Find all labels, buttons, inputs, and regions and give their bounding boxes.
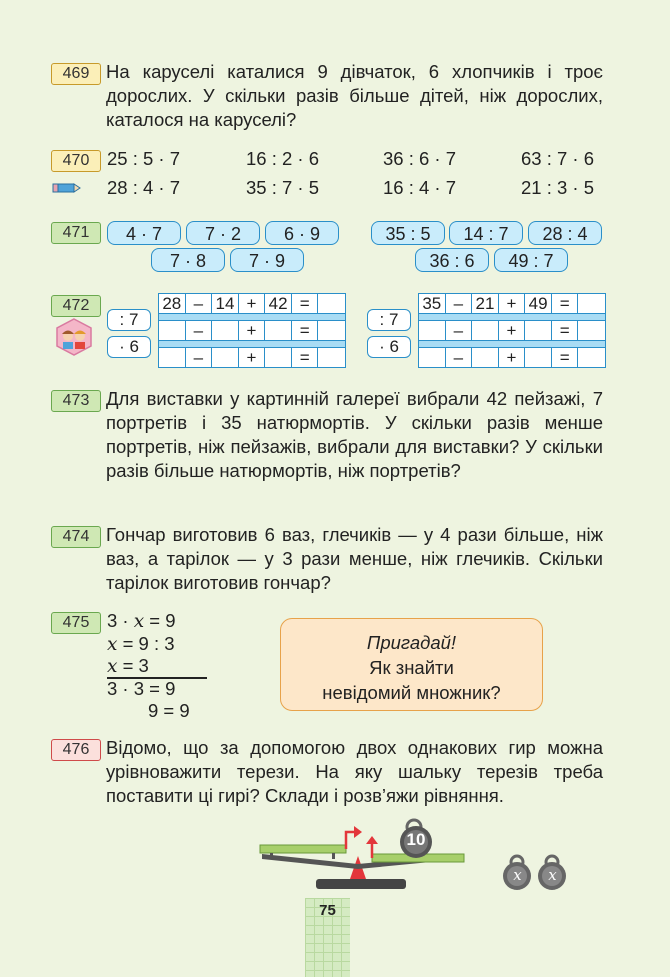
pencil-icon bbox=[51, 181, 81, 195]
page-number bbox=[305, 898, 350, 977]
grid-cell: 35 bbox=[419, 294, 446, 313]
expr-470-5: 28 : 4 · 7 bbox=[107, 177, 181, 198]
grid-cell: – bbox=[186, 321, 213, 340]
grid-cell[interactable] bbox=[419, 321, 446, 340]
balance-scale-illustration bbox=[258, 812, 468, 894]
grid-cell[interactable] bbox=[159, 321, 186, 340]
grid-cell: – bbox=[186, 348, 213, 367]
equation-line-1: 3 · x = 9 bbox=[107, 610, 176, 632]
grid-cell: 49 bbox=[525, 294, 552, 313]
pill-471: 7 · 2 bbox=[186, 221, 260, 245]
grid-cell: – bbox=[186, 294, 213, 313]
grid-cell[interactable] bbox=[212, 348, 239, 367]
pill-471: 4 · 7 bbox=[107, 221, 181, 245]
task-number-472: 472 bbox=[51, 295, 101, 317]
expr-470-4: 63 : 7 · 6 bbox=[521, 148, 595, 169]
pill-471: 28 : 4 bbox=[528, 221, 602, 245]
grid-cell[interactable] bbox=[159, 348, 186, 367]
grid-cell[interactable] bbox=[472, 348, 499, 367]
expr-470-6: 35 : 7 · 5 bbox=[246, 177, 320, 198]
grid-cell: – bbox=[446, 348, 473, 367]
operation-divide-7: : 7 bbox=[107, 309, 151, 331]
grid-cell[interactable] bbox=[578, 348, 605, 367]
grid-cell[interactable] bbox=[578, 321, 605, 340]
grid-cell[interactable] bbox=[419, 348, 446, 367]
pill-471: 6 · 9 bbox=[265, 221, 339, 245]
grid-cell: 42 bbox=[265, 294, 292, 313]
task-number-471: 471 bbox=[51, 222, 101, 244]
grid-cell[interactable] bbox=[318, 294, 345, 313]
expr-470-8: 21 : 3 · 5 bbox=[521, 177, 595, 198]
grid-cell: + bbox=[499, 348, 526, 367]
operation-multiply-6: · 6 bbox=[107, 336, 151, 358]
pill-471: 7 · 8 bbox=[151, 248, 225, 272]
grid-cell: + bbox=[239, 321, 266, 340]
chain-grid-right bbox=[418, 293, 606, 371]
grid-cell: 28 bbox=[159, 294, 186, 313]
grid-cell: = bbox=[292, 348, 319, 367]
grid-cell: – bbox=[446, 294, 473, 313]
grid-cell[interactable] bbox=[472, 321, 499, 340]
grid-cell: = bbox=[552, 321, 579, 340]
task-number-476: 476 bbox=[51, 739, 101, 761]
pill-471: 35 : 5 bbox=[371, 221, 445, 245]
task-number-473: 473 bbox=[51, 390, 101, 412]
reminder-line-2: невідомий множник? bbox=[322, 682, 501, 703]
grid-cell: = bbox=[292, 294, 319, 313]
reminder-box bbox=[280, 618, 543, 711]
task-number-474: 474 bbox=[51, 526, 101, 548]
grid-cell[interactable] bbox=[318, 321, 345, 340]
equation-line-3: x = 3 bbox=[107, 655, 149, 677]
grid-cell[interactable] bbox=[265, 348, 292, 367]
pill-471: 36 : 6 bbox=[415, 248, 489, 272]
reminder-line-1: Як знайти bbox=[369, 657, 454, 678]
expr-470-3: 36 : 6 · 7 bbox=[383, 148, 457, 169]
check-line-1: 3 · 3 = 9 bbox=[107, 678, 176, 699]
grid-cell[interactable] bbox=[265, 321, 292, 340]
grid-cell[interactable] bbox=[525, 348, 552, 367]
task-474-text: Гончар виготовив 6 ваз, глечиків — у 4 рази більше, ніж ваз, а тарілок — у 3 рази менше, ніж глечиків. Скільки тарілок виготовив гончар? bbox=[106, 524, 603, 593]
children-pair-icon bbox=[53, 318, 95, 356]
pill-471: 49 : 7 bbox=[494, 248, 568, 272]
grid-cell[interactable] bbox=[578, 294, 605, 313]
weight-x-label: x bbox=[548, 866, 557, 884]
grid-cell[interactable] bbox=[318, 348, 345, 367]
weight-x-label: x bbox=[513, 866, 522, 884]
grid-cell: 14 bbox=[212, 294, 239, 313]
page-number-text: 75 bbox=[319, 902, 336, 919]
weight-10-label: 10 bbox=[406, 830, 426, 849]
grid-cell: + bbox=[239, 294, 266, 313]
grid-cell: = bbox=[552, 348, 579, 367]
grid-cell: 21 bbox=[472, 294, 499, 313]
task-number-475: 475 bbox=[51, 612, 101, 634]
expr-470-2: 16 : 2 · 6 bbox=[246, 148, 320, 169]
pill-471: 14 : 7 bbox=[449, 221, 523, 245]
grid-cell: = bbox=[552, 294, 579, 313]
grid-cell[interactable] bbox=[525, 321, 552, 340]
operation-divide-7: : 7 bbox=[367, 309, 411, 331]
task-number-469: 469 bbox=[51, 63, 101, 85]
grid-cell: + bbox=[499, 321, 526, 340]
task-469-text: На каруселі каталися 9 дівчаток, 6 хлопчиків і троє дорослих. У скільки разів більше дітей, ніж дорослих, каталося на каруселі? bbox=[106, 61, 603, 130]
task-473-text: Для виставки у картинній галереї вибрали 42 пейзажі, 7 портретів і 35 натюрмортів. У скільки разів менше портретів, ніж пейзажів, вибрали для виставки? У скільки разів більше натюрмортів, ніж портретів? bbox=[106, 388, 603, 481]
pill-471: 7 · 9 bbox=[230, 248, 304, 272]
check-line-2: 9 = 9 bbox=[148, 700, 190, 721]
grid-cell: + bbox=[239, 348, 266, 367]
grid-cell: – bbox=[446, 321, 473, 340]
grid-cell: + bbox=[499, 294, 526, 313]
expr-470-1: 25 : 5 · 7 bbox=[107, 148, 181, 169]
expr-470-7: 16 : 4 · 7 bbox=[383, 177, 457, 198]
task-number-470: 470 bbox=[51, 150, 101, 172]
task-476-text: Відомо, що за допомогою двох однакових гир можна урівноважити терези. На яку шальку терезів треба поставити ці гирі? Склади і розв’яжи рівняння. bbox=[106, 737, 603, 806]
grid-cell: = bbox=[292, 321, 319, 340]
reminder-title: Пригадай! bbox=[366, 632, 457, 653]
chain-grid-left bbox=[158, 293, 346, 371]
grid-cell[interactable] bbox=[212, 321, 239, 340]
equation-line-2: x = 9 : 3 bbox=[107, 633, 175, 655]
operation-multiply-6: · 6 bbox=[367, 336, 411, 358]
